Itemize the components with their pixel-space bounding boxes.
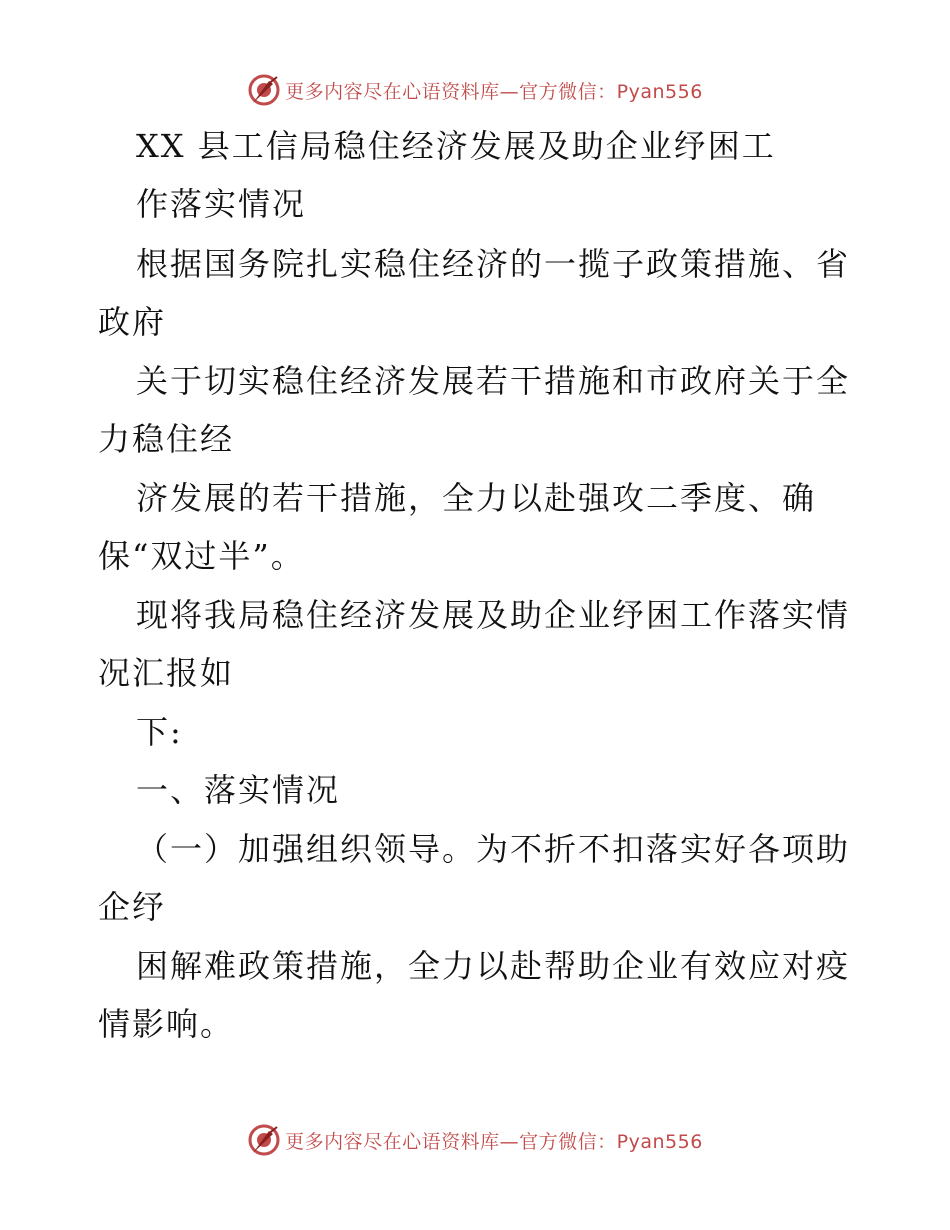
paragraph-line: 企纾 (98, 888, 167, 926)
watermark-text: 更多内容尽在心语资料库—官方微信：Pyan556 (285, 80, 703, 103)
paragraph-line: 现将我局稳住经济发展及助企业纾困工作落实情 (136, 596, 851, 634)
watermark-banner-bottom (0, 1120, 950, 1160)
watermark-text: 更多内容尽在心语资料库—官方微信：Pyan556 (285, 1130, 703, 1153)
title-line-2: 作落实情况 (136, 185, 307, 223)
paragraph-line: 关于切实稳住经济发展若干措施和市政府关于全 (136, 362, 851, 400)
paragraph-line: 保“双过半”。 (98, 537, 305, 575)
title-line-1: XX 县工信局稳住经济发展及助企业纾困工 (136, 127, 776, 165)
section-heading: 一、落实情况 (136, 771, 341, 809)
paragraph-line: 下: (136, 713, 183, 751)
watermark-banner-top (0, 70, 950, 110)
quill-seal-icon (247, 73, 281, 107)
paragraph-line: 困解难政策措施，全力以赴帮助企业有效应对疫 (136, 947, 851, 985)
paragraph-line: 政府 (98, 303, 167, 341)
paragraph-line: 济发展的若干措施，全力以赴强攻二季度、确 (136, 479, 817, 517)
quill-seal-icon (247, 1123, 281, 1157)
paragraph-line: 况汇报如 (98, 654, 235, 692)
paragraph-line: 根据国务院扎实稳住经济的一揽子政策措施、省 (136, 245, 851, 283)
paragraph-line: 情影响。 (98, 1005, 235, 1043)
paragraph-line: （一）加强组织领导。为不折不扣落实好各项助 (136, 830, 851, 868)
paragraph-line: 力稳住经 (98, 420, 235, 458)
